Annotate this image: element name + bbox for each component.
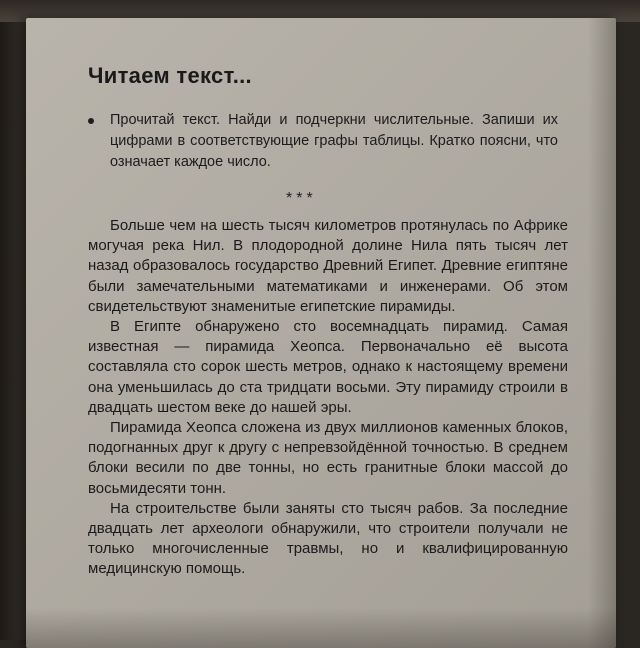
paragraph: В Египте обнаружено сто восемнадцать пирамид. Самая известная — пирамида Хеопса. Первоначально её высота составляла сто сорок шесть метров, однако к настоящему времени она уменьшилась до ста тридцати восьми. Эту пирамиду строили в двадцать шестом веке до нашей эры. xyxy=(88,318,568,416)
task-instruction xyxy=(88,110,558,173)
instruction-text: Прочитай текст. Найди и подчеркни числительные. Запиши их цифрами в соответствующие графы таблицы. Кратко поясни, что означает каждое число. xyxy=(110,112,558,170)
paragraph: Больше чем на шесть тысяч километров протянулась по Африке могучая река Нил. В плодородной долине Нила пять тысяч лет назад образовалось государство Древний Египет. Древние египтяне были замечательными математиками и инженерами. Об этом свидетельствуют знаменитые египетские пирамиды. xyxy=(88,217,568,315)
page-edge-shade xyxy=(588,18,616,648)
paragraph: На строительстве были заняты сто тысяч рабов. За последние двадцать лет археологи обнаружили, что строители получали не только многочисленные травмы, но и квалифицированную медицинскую помощь. xyxy=(88,499,568,578)
section-divider: *** xyxy=(286,190,317,207)
bullet-icon xyxy=(88,118,94,124)
section-heading: Читаем текст... xyxy=(88,63,252,88)
page-bottom-shade xyxy=(26,608,616,648)
reading-text xyxy=(88,216,568,580)
paragraph: Пирамида Хеопса сложена из двух миллионов каменных блоков, подогнанных друг к другу с непревзойдённой точностью. В среднем блоки весили по две тонны, но есть гранитные блоки массой до восьмидесяти тонн. xyxy=(88,419,568,497)
textbook-page xyxy=(26,18,616,648)
